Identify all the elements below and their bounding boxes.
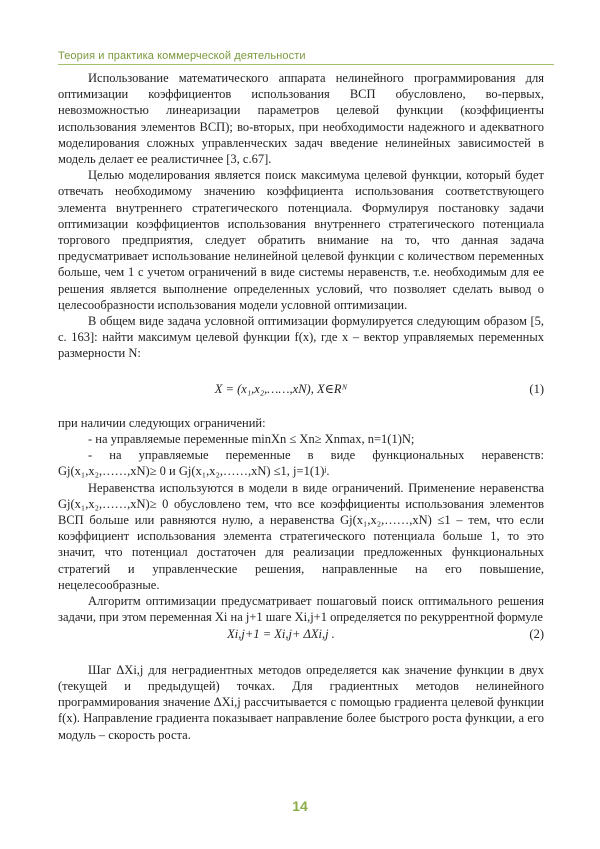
formula-1-number: (1) bbox=[529, 381, 544, 396]
paragraph-intro: Использование математического аппарата нелинейного программирования для оптимизации коэффициентов использования ВСП обусловлено, во-первых, невозможностью линеаризации параметров целевой функции (коэффициенты использования элементов ВСП); во-вторых, при необходимости надежного и адекватного моделирования сложных управленческих задач введение нелинейных зависимостей в модель делает ее реалистичнее [3, с.67]. bbox=[58, 71, 544, 167]
constraint-item-1: - на управляемые переменные minXn ≤ Xn≥ Xnmax, n=1(1)N; bbox=[88, 432, 415, 447]
formula-2 bbox=[58, 626, 544, 642]
formula-1 bbox=[58, 381, 544, 397]
paragraph-constraints-intro: при наличии следующих ограничений: bbox=[58, 415, 266, 430]
running-header: Теория и практика коммерческой деятельности bbox=[58, 50, 306, 62]
paragraph-general-form: В общем виде задача условной оптимизации формулируется следующим образом [5, с. 163]: найти максимум целевой функции f(x), где x – вектор управляемых переменных размерности N: bbox=[58, 314, 544, 361]
paragraph-goal: Целью моделирования является поиск максимума целевой функции, который будет отвечать необходимому значению коэффициента использования соответствующего элемента внутреннего стратегического потенциала. Формулируя постановку задачи оптимизации коэффициентов использования внутреннего стратегического потенциала торгового предприятия, следует обратить внимание на то, что данная задача предусматривает использование нелинейной целевой функции с количеством переменных больше, чем 1 с учетом ограничений в виде системы неравенств, т.е. необходимым для ее решения является выполнение определенных условий, что позволяет сделать вывод о целесообразности использования модели условной оптимизации. bbox=[58, 168, 544, 312]
formula-2-number: (2) bbox=[529, 626, 544, 641]
paragraph-inequalities: Неравенства используются в модели в виде ограничений. Применение неравенства Gj(x₁,x₂,……,xN)≥ 0 обусловлено тем, что все коэффициенты использования элементов ВСП больше или равняются нулю, а неравенства Gj(x₁,x₂,……,xN) ≤1 – тем, что если коэффициент использования элемента стратегического потенциала больше 1, то это значит, что потенциал достаточен для реализации предложенных функциональных стратегий и управленческие решения, направленные на его повышение, нецелесообразные. bbox=[58, 480, 544, 592]
paragraph-algorithm: Алгоритм оптимизации предусматривает пошаговый поиск оптимального решения задачи, при этом переменная Xi на j+1 шаге Xi,j+1 определяется по рекуррентной формуле bbox=[58, 594, 544, 625]
paragraph-step: Шаг ΔXi,j для неградиентных методов определяется как значение функции в двух (текущей и предыдущей) точках. Для градиентных методов нелинейного программирования значение ΔXi,j рассчитывается с помощью градиента целевой функции f(x). Направление градиента показывает направление более быстрого роста функции, а его модуль – скорость роста. bbox=[58, 662, 544, 742]
page-body bbox=[58, 70, 544, 743]
page-number: 14 bbox=[292, 798, 308, 814]
formula-2-expression: Xi,j+1 = Xi,j+ ΔXi,j . bbox=[227, 626, 335, 641]
formula-1-expression: X = (x₁,x₂,……,xN), X∈Rᴺ bbox=[214, 381, 348, 396]
header-divider bbox=[58, 64, 554, 65]
constraint-item-2: - на управляемые переменные в виде функциональных неравенств: Gj(x₁,x₂,……,xN)≥ 0 и Gj(x₁,x₂,……,xN) ≤1, j=1(1)ʲ. bbox=[58, 448, 544, 479]
